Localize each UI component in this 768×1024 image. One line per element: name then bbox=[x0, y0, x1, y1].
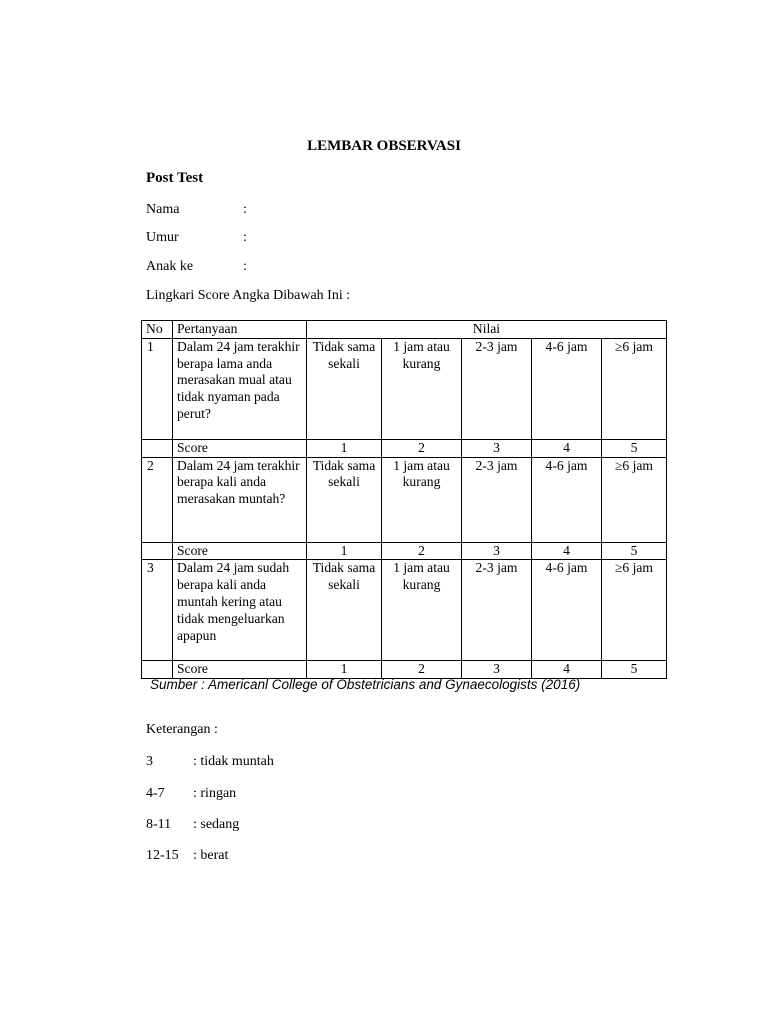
field-separator: : bbox=[243, 202, 247, 217]
field-label: Umur bbox=[146, 230, 179, 245]
score-value: 1 bbox=[307, 542, 382, 560]
table-row bbox=[142, 457, 667, 542]
score-value: 1 bbox=[307, 439, 382, 457]
option-cell: Tidak sama sekali bbox=[307, 457, 382, 542]
header-no: No bbox=[142, 321, 173, 339]
score-value: 2 bbox=[382, 661, 462, 679]
score-value: 5 bbox=[602, 542, 667, 560]
legend-item bbox=[146, 754, 274, 770]
option-cell: 1 jam atau kurang bbox=[382, 457, 462, 542]
question-cell: Dalam 24 jam terakhir berapa kali anda merasakan muntah? bbox=[173, 457, 307, 542]
row-number: 2 bbox=[142, 457, 173, 542]
legend-range: 12-15 bbox=[146, 848, 179, 863]
score-label: Score bbox=[173, 542, 307, 560]
score-value: 4 bbox=[532, 439, 602, 457]
score-row bbox=[142, 542, 667, 560]
header-question: Pertanyaan bbox=[173, 321, 307, 339]
option-cell: ≥6 jam bbox=[602, 338, 667, 439]
score-row bbox=[142, 439, 667, 457]
score-value: 2 bbox=[382, 439, 462, 457]
legend-item bbox=[146, 848, 228, 864]
field-anak-ke bbox=[146, 259, 247, 275]
field-label: Nama bbox=[146, 202, 180, 217]
legend-title: Keterangan : bbox=[146, 722, 218, 737]
table-row bbox=[142, 560, 667, 661]
option-cell: 4-6 jam bbox=[532, 338, 602, 439]
legend-range: 4-7 bbox=[146, 786, 165, 801]
table-row bbox=[142, 338, 667, 439]
legend-range: 8-11 bbox=[146, 817, 172, 832]
score-label: Score bbox=[173, 661, 307, 679]
option-cell: 4-6 jam bbox=[532, 560, 602, 661]
question-cell: Dalam 24 jam terakhir berapa lama anda merasakan mual atau tidak nyaman pada perut? bbox=[173, 338, 307, 439]
option-cell: ≥6 jam bbox=[602, 457, 667, 542]
field-nama bbox=[146, 202, 247, 218]
legend-desc: : ringan bbox=[193, 786, 237, 801]
field-separator: : bbox=[243, 230, 247, 245]
row-number: 1 bbox=[142, 338, 173, 439]
instruction-text: Lingkari Score Angka Dibawah Ini : bbox=[146, 288, 351, 303]
field-separator: : bbox=[243, 259, 247, 274]
legend-item bbox=[146, 817, 239, 833]
score-value: 5 bbox=[602, 661, 667, 679]
score-value: 3 bbox=[462, 439, 532, 457]
option-cell: 2-3 jam bbox=[462, 560, 532, 661]
legend-item bbox=[146, 786, 236, 802]
empty-cell bbox=[142, 439, 173, 457]
field-label: Anak ke bbox=[146, 259, 194, 274]
table-header-row bbox=[142, 321, 667, 339]
document-subtitle: Post Test bbox=[146, 170, 204, 186]
score-value: 3 bbox=[462, 542, 532, 560]
score-label: Score bbox=[173, 439, 307, 457]
score-value: 1 bbox=[307, 661, 382, 679]
legend-desc: : tidak muntah bbox=[193, 754, 274, 769]
option-cell: 1 jam atau kurang bbox=[382, 338, 462, 439]
score-value: 4 bbox=[532, 542, 602, 560]
option-cell: Tidak sama sekali bbox=[307, 560, 382, 661]
row-number: 3 bbox=[142, 560, 173, 661]
field-umur bbox=[146, 230, 247, 246]
option-cell: ≥6 jam bbox=[602, 560, 667, 661]
header-value: Nilai bbox=[307, 321, 667, 339]
legend-range: 3 bbox=[146, 754, 153, 769]
option-cell: 4-6 jam bbox=[532, 457, 602, 542]
score-value: 2 bbox=[382, 542, 462, 560]
option-cell: 2-3 jam bbox=[462, 338, 532, 439]
option-cell: 2-3 jam bbox=[462, 457, 532, 542]
legend-desc: : berat bbox=[193, 848, 229, 863]
option-cell: Tidak sama sekali bbox=[307, 338, 382, 439]
document-title: LEMBAR OBSERVASI bbox=[307, 138, 461, 154]
legend-desc: : sedang bbox=[193, 817, 240, 832]
question-cell: Dalam 24 jam sudah berapa kali anda muntah kering atau tidak mengeluarkan apapun bbox=[173, 560, 307, 661]
option-cell: 1 jam atau kurang bbox=[382, 560, 462, 661]
score-value: 3 bbox=[462, 661, 532, 679]
observation-table bbox=[141, 320, 667, 679]
score-value: 4 bbox=[532, 661, 602, 679]
source-citation: Sumber : Americanl College of Obstetricians and Gynaecologists (2016) bbox=[150, 677, 581, 692]
score-value: 5 bbox=[602, 439, 667, 457]
empty-cell bbox=[142, 542, 173, 560]
